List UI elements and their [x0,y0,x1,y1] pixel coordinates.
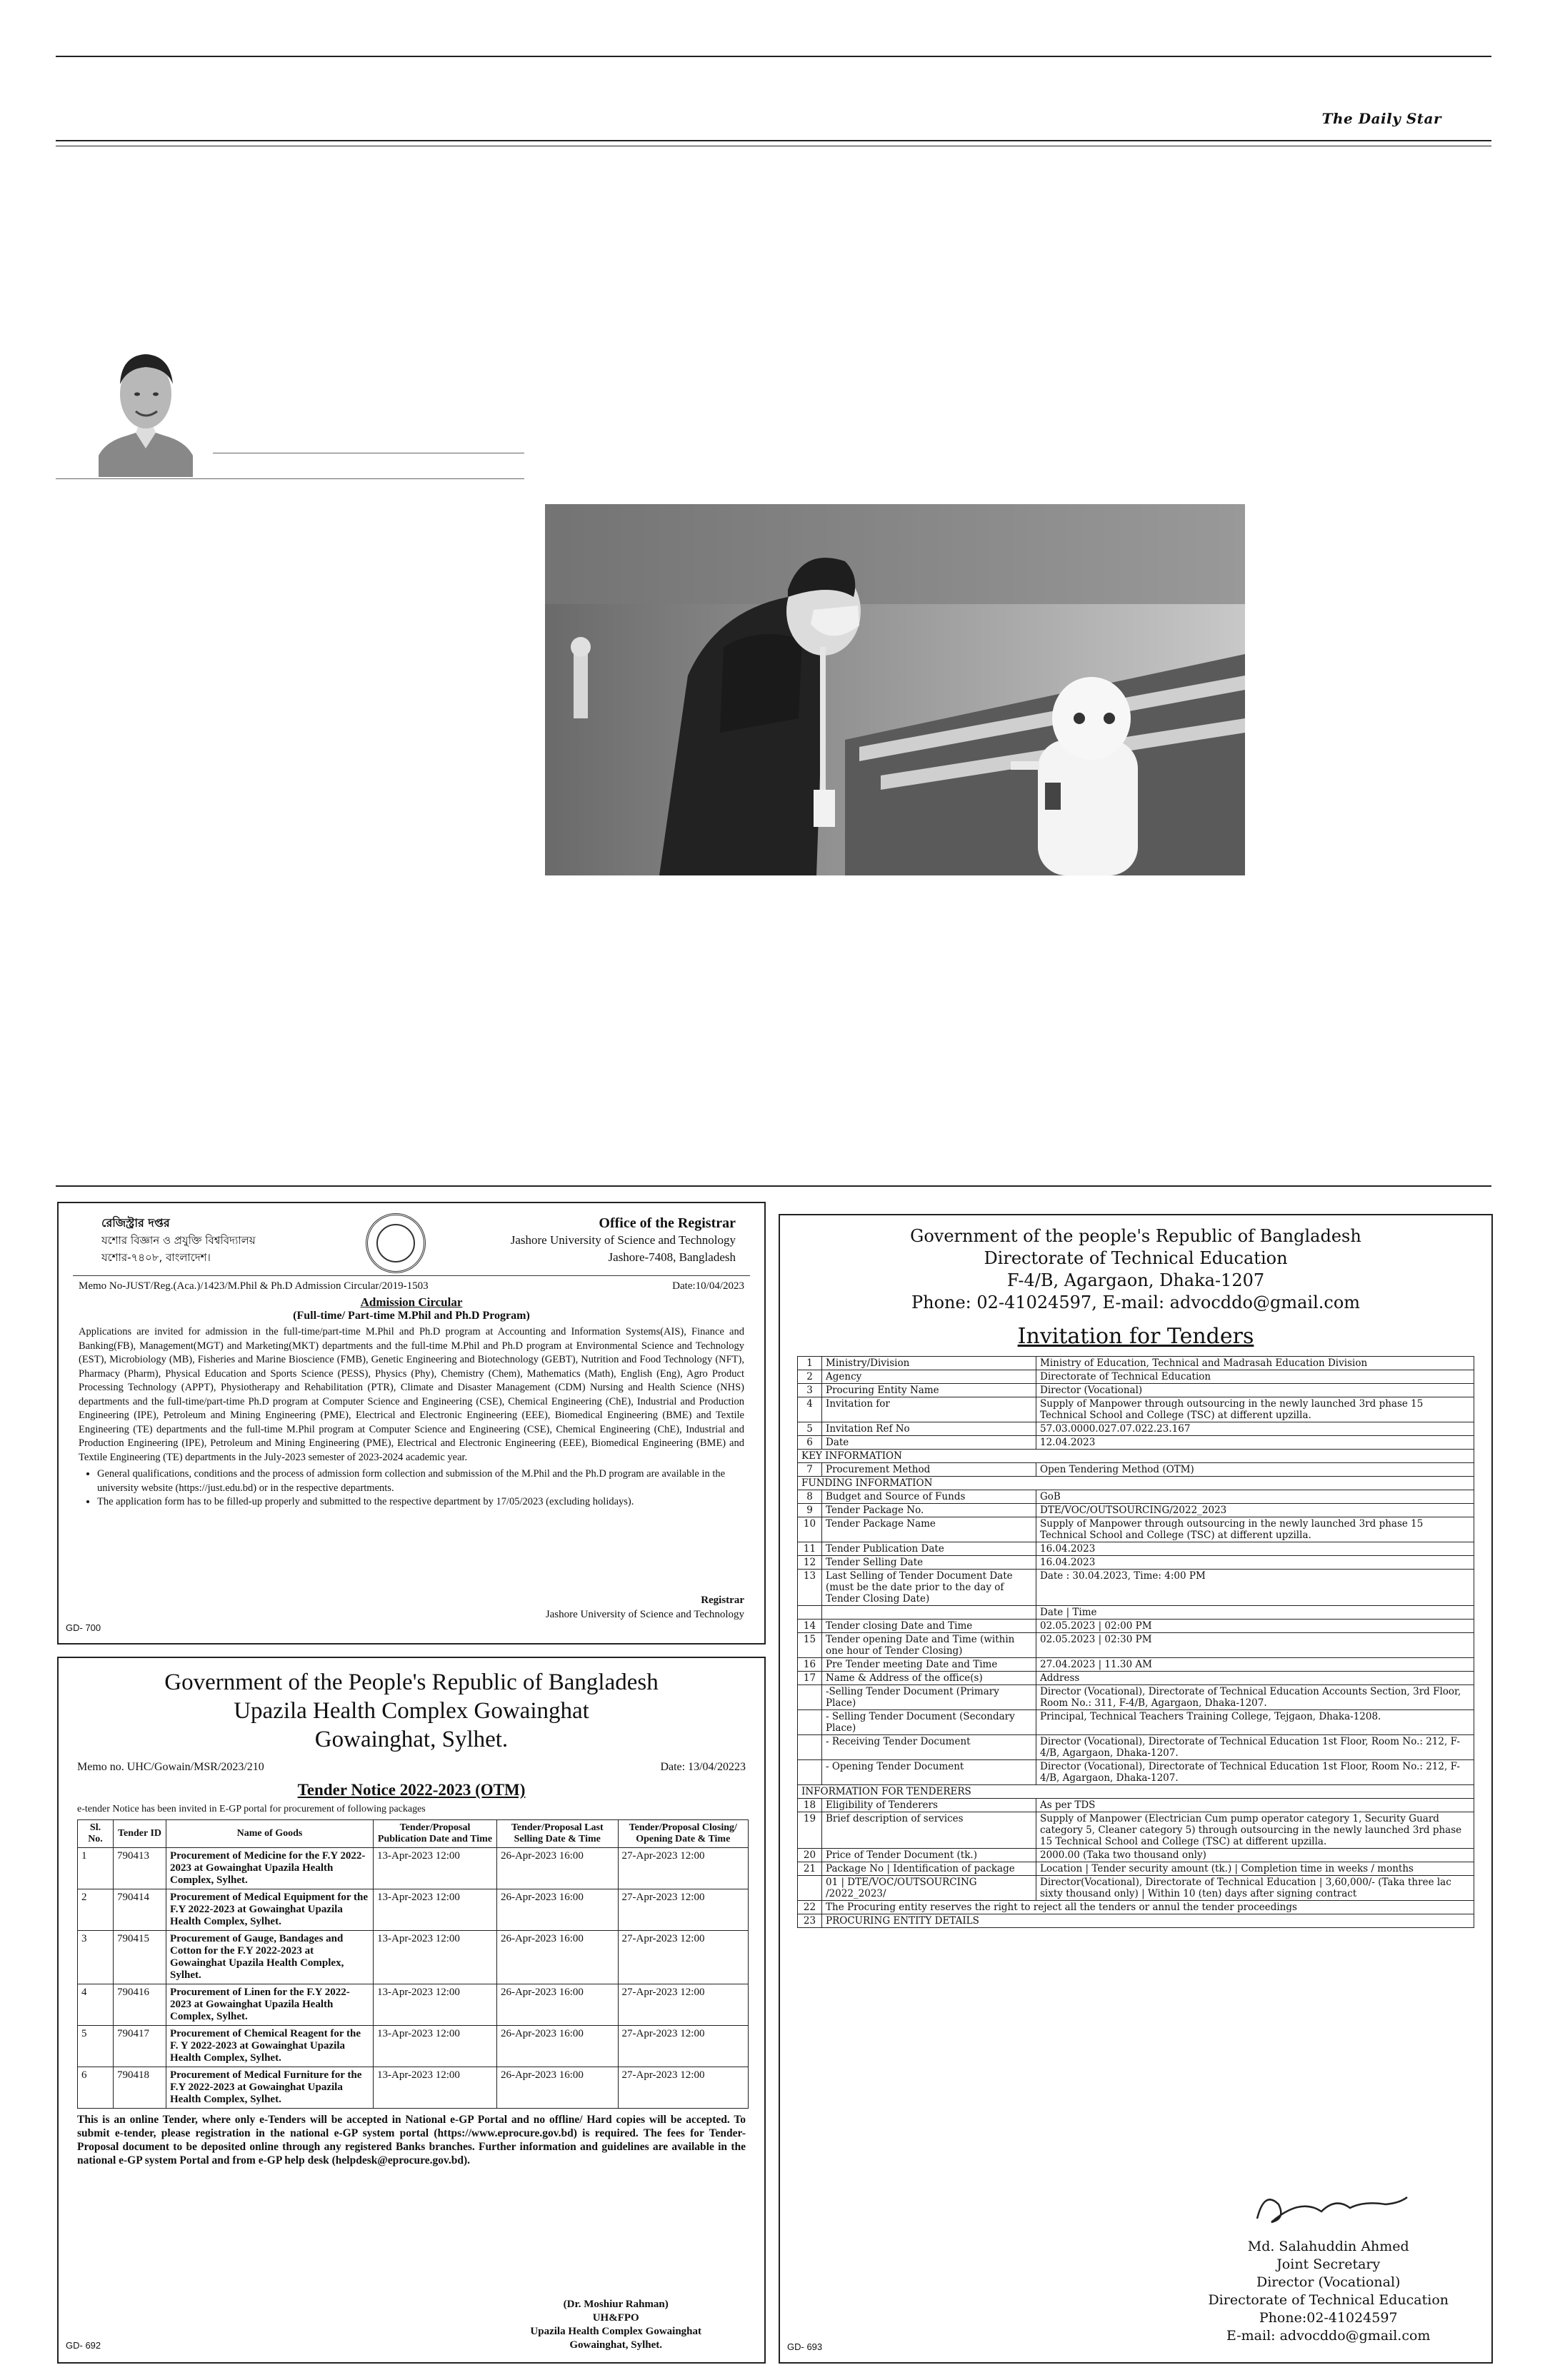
row-value: Directorate of Technical Education [1036,1370,1474,1384]
row-value: DTE/VOC/OUTSOURCING/2022_2023 [1036,1504,1474,1517]
gov-heading: Government of the People's Republic of Bangladesh [164,1669,659,1695]
table-cell: Procurement of Medical Furniture for the F.Y 2022-2023 at Gowainghat Upazila Health Complex, Sylhet. [166,2067,374,2109]
table-cell: 790415 [114,1931,166,1984]
row-label: Tender closing Date and Time [822,1620,1036,1633]
row-number [798,1760,822,1785]
table-cell: Procurement of Medicine for the F.Y 2022-2023 at Gowainghat Upazila Health Complex, Sylhet. [166,1848,374,1889]
ads-top-rule [56,1185,1491,1187]
signatory-name: Md. Salahuddin Ahmed [1247,2239,1409,2254]
table-cell: 790414 [114,1889,166,1931]
table-cell: 27-Apr-2023 12:00 [618,2026,748,2067]
row-value: Supply of Manpower through outsourcing in the newly launched 3rd phase 15 Technical School and College (TSC) at different upzilla. [1036,1397,1474,1422]
row-label: Pre Tender meeting Date and Time [822,1658,1036,1672]
signatory-org: Directorate of Technical Education [1208,2292,1449,2308]
tender-intro: e-tender Notice has been invited in E-GP portal for procurement of following packages [77,1804,426,1814]
table-row [798,1606,1474,1620]
table-cell: 13-Apr-2023 12:00 [374,1931,497,1984]
university-name: Jashore University of Science and Technology [510,1233,736,1247]
row-number: 7 [798,1463,822,1477]
row-number [798,1735,822,1760]
table-cell: Procurement of Chemical Reagent for the F. Y 2022-2023 at Gowainghat Upazila Health Complex, Sylhet. [166,2026,374,2067]
author-photo [99,334,193,477]
row-value: Location | Tender security amount (tk.) | Completion time in weeks / months [1036,1862,1474,1876]
table-cell: 27-Apr-2023 12:00 [618,1889,748,1931]
row-label: Eligibility of Tenderers [822,1799,1036,1812]
table-cell: 13-Apr-2023 12:00 [374,2067,497,2109]
location-heading: Gowainghat, Sylhet. [314,1727,509,1752]
table-cell: 13-Apr-2023 12:00 [374,1848,497,1889]
table-row [78,1931,749,1984]
section-heading: KEY INFORMATION [798,1450,1474,1463]
table-row [798,1785,1474,1799]
table-row [798,1620,1474,1633]
row-value: As per TDS [1036,1799,1474,1812]
row-value: 02.05.2023 | 02:30 PM [1036,1633,1474,1658]
table-cell: 3 [78,1931,114,1984]
row-number: 4 [798,1397,822,1422]
tender-title: Invitation for Tenders [1017,1324,1254,1349]
row-value: 16.04.2023 [1036,1556,1474,1570]
circular-body: Applications are invited for admission in the full-time/part-time M.Phil and Ph.D program at Accounting and Information Systems(AIS), Finance and Banking(FB), Management(MGT) and Marketing(MKT) departments and the full-time M.Phil and Ph.D program at Environmental Science and Technology (EST), Microbiology (MB), Fisheries and Marine Bioscience (FMB), Genetic Engineering and Biotechnology (GEBT), Nutrition and Food Technology (NFT), Pharmacy (Pharm), Physical Education and Sports Science (PESS), Physics (Phy), Chemistry (Chem), Mathematics (Math), English (Eng), Agro Product Processing Technology (APPT), Physiotherapy and Rehabilitation (PTR), Climate and Disaster Management (CDM) Nursing and Health Science (NHS) departments and the full-time/part-time Ph.D program at Computer Science and Engineering (CSE), Chemical Engineering (ChE), Industrial and Production Engineering (IPE), Petroleum and Mining Engineering (PME), Electrical and Electronic Engineering (EEE), Biomedical Engineering (BME) and Textile Engineering (TE) departments and the full-time M.Phil program at Computer Science and Engineering (CSE), Chemical Engineering (ChE), Industrial and Production Engineering (IPE), Petroleum and Mining Engineering (PME), Electrical and Electronic Engineering (EEE), Biomedical Engineering (BME) and Textile Engineering (TE) departments in the July-2023 semester of 2023-2024 academic year. [79,1326,744,1463]
section-heading: INFORMATION FOR TENDERERS [798,1785,1474,1799]
masthead-logo: The Daily Star [1321,110,1441,127]
row-number [798,1685,822,1710]
section-heading: FUNDING INFORMATION [798,1477,1474,1490]
table-cell: 27-Apr-2023 12:00 [618,2067,748,2109]
row-label: - Selling Tender Document (Secondary Place) [822,1710,1036,1735]
table-cell: 26-Apr-2023 16:00 [496,1889,618,1931]
table-row [798,1542,1474,1556]
gd-code: GD- 692 [66,2340,101,2351]
row-label: - Receiving Tender Document [822,1735,1036,1760]
memo-date: Date: 13/04/20223 [660,1761,746,1773]
table-row [798,1517,1474,1542]
tender-notes: This is an online Tender, where only e-Tenders will be accepted in National e-GP Portal and no offline/ Hard copies will be accepted. To submit e-tender, please registration in the national e-GP system portal (https://www.eprocure.gov.bd) is required. The fees for Tender-Proposal document to be deposited online through any registered Banks branches. Further information and guidelines are available in the national e-GP system Portal and from e-GP help desk (helpdesk@eprocure.gov.bd). [77,2114,746,2166]
row-number: 19 [798,1812,822,1849]
row-value: Open Tendering Method (OTM) [1036,1463,1474,1477]
table-row [798,1422,1474,1436]
ad-just-admission-circular [57,1202,766,1645]
row-label: Invitation for [822,1397,1036,1422]
table-cell: 6 [78,2067,114,2109]
table-row [798,1914,1474,1928]
ad-uhc-tender-notice [57,1657,766,2364]
signature-block [546,1593,744,1622]
table-row [798,1658,1474,1672]
signatory-title: Registrar [701,1595,744,1606]
row-number: 13 [798,1570,822,1606]
table-row [798,1397,1474,1422]
row-label: Package No | Identification of package [822,1862,1036,1876]
row-label: Invitation Ref No [822,1422,1036,1436]
table-row [78,1848,749,1889]
col-last-selling: Tender/Proposal Last Selling Date & Time [496,1820,618,1848]
table-row [798,1477,1474,1490]
table-row [798,1849,1474,1862]
row-number: 2 [798,1370,822,1384]
row-label: Tender Selling Date [822,1556,1036,1570]
row-number: 10 [798,1517,822,1542]
row-value: 02.05.2023 | 02:00 PM [1036,1620,1474,1633]
row-label: Date [822,1436,1036,1450]
row-value: Supply of Manpower (Electrician Cum pump operator category 1, Security Guard category 5, Cleaner category 5) through outsourcing in the newly launched 3rd phase 15 Technical School and College (TSC) at different upzilla. [1036,1812,1474,1849]
row-value: 16.04.2023 [1036,1542,1474,1556]
table-cell: Procurement of Medical Equipment for the F.Y 2022-2023 at Gowainghat Upazila Health Complex, Sylhet. [166,1889,374,1931]
table-cell: 27-Apr-2023 12:00 [618,1984,748,2026]
masthead-rule-1 [56,140,1491,141]
row-value: GoB [1036,1490,1474,1504]
table-cell: 13-Apr-2023 12:00 [374,1984,497,2026]
row-number: 15 [798,1633,822,1658]
signatory-phone: Phone:02-41024597 [1259,2310,1398,2326]
table-cell: 26-Apr-2023 16:00 [496,2067,618,2109]
row-value: Date | Time [1036,1606,1474,1620]
table-cell: 790416 [114,1984,166,2026]
row-label: Procurement Method [822,1463,1036,1477]
circular-subtitle: (Full-time/ Part-time M.Phil and Ph.D Program) [293,1310,530,1322]
row-value: Ministry of Education, Technical and Madrasah Education Division [1036,1357,1474,1370]
row-number: 3 [798,1384,822,1397]
col-tender-id: Tender ID [114,1820,166,1848]
gd-code: GD- 700 [66,1622,101,1633]
university-address: Jashore-7408, Bangladesh [608,1250,736,1264]
row-number: 1 [798,1357,822,1370]
row-number [798,1710,822,1735]
row-label: -Selling Tender Document (Primary Place) [822,1685,1036,1710]
row-number: 5 [798,1422,822,1436]
table-row [798,1760,1474,1785]
signatory-org: Jashore University of Science and Technology [545,1609,744,1620]
byline-rule-2 [56,478,524,479]
table-row [798,1357,1474,1370]
gov-heading: Government of the people's Republic of Bangladesh [910,1226,1361,1246]
signatory-title: Joint Secretary [1276,2256,1381,2272]
table-cell: 13-Apr-2023 12:00 [374,1889,497,1931]
memo-date: Date:10/04/2023 [672,1280,744,1292]
row-label: Name & Address of the office(s) [822,1672,1036,1685]
table-row [798,1450,1474,1463]
row-label: Procuring Entity Name [822,1384,1036,1397]
row-label: Tender Package No. [822,1504,1036,1517]
table-cell: 26-Apr-2023 16:00 [496,2026,618,2067]
tender-table [77,1819,749,2109]
row-number [798,1606,822,1620]
ad-dte-invitation-for-tenders [779,1214,1493,2364]
row-number: 16 [798,1658,822,1672]
row-number: 21 [798,1862,822,1876]
top-rule [56,56,1491,57]
table-row [798,1384,1474,1397]
row-value: Address [1036,1672,1474,1685]
table-cell: 2 [78,1889,114,1931]
row-label: PROCURING ENTITY DETAILS [822,1914,1474,1928]
table-row [798,1799,1474,1812]
row-label: Ministry/Division [822,1357,1036,1370]
bangla-university: যশোর বিজ্ঞান ও প্রযুক্তি বিশ্ববিদ্যালয় [101,1234,256,1247]
english-address [511,1215,736,1266]
signatory-org: Upazila Health Complex Gowainghat [530,2326,701,2337]
row-label: Price of Tender Document (tk.) [822,1849,1036,1862]
table-row [798,1876,1474,1901]
gd-code: GD- 693 [787,2341,823,2352]
row-label: Last Selling of Tender Document Date (must be the date prior to the day of Tender Closing Date) [822,1570,1036,1606]
tender-title: Tender Notice 2022-2023 (OTM) [297,1781,526,1799]
table-row [798,1901,1474,1914]
table-cell: Procurement of Linen for the F.Y 2022-2023 at Gowainghat Upazila Health Complex, Sylhet. [166,1984,374,2026]
signatory-name: (Dr. Moshiur Rahman) [563,2299,669,2310]
row-number: 11 [798,1542,822,1556]
table-cell: Procurement of Gauge, Bandages and Cotton for the F.Y 2022-2023 at Gowainghat Upazila Health Complex, Sylhet. [166,1931,374,1984]
table-row [798,1370,1474,1384]
ad-just-header [73,1212,750,1276]
memo-number: Memo no. UHC/Gowain/MSR/2023/210 [77,1761,264,1773]
row-label: Tender Package Name [822,1517,1036,1542]
contact-heading: Phone: 02-41024597, E-mail: advocddo@gmail.com [911,1292,1361,1312]
table-cell: 790418 [114,2067,166,2109]
row-label: Agency [822,1370,1036,1384]
signatory-role: Director (Vocational) [1256,2274,1401,2290]
table-row [78,2026,749,2067]
memo-number: Memo No-JUST/Reg.(Aca.)/1423/M.Phil & Ph.D Admission Circular/2019-1503 [79,1280,429,1292]
table-row [798,1504,1474,1517]
row-label: Tender Publication Date [822,1542,1036,1556]
table-row [78,2067,749,2109]
table-row [798,1672,1474,1685]
bangla-address [101,1215,256,1266]
tender-info-table [797,1356,1474,1928]
org-heading: Directorate of Technical Education [984,1248,1288,1268]
table-cell: 1 [78,1848,114,1889]
row-number: 17 [798,1672,822,1685]
row-value: Date : 30.04.2023, Time: 4:00 PM [1036,1570,1474,1606]
memo-row [73,1761,750,1774]
signatory-place: Gowainghat, Sylhet. [569,2339,662,2351]
table-row [78,1984,749,2026]
table-cell: 26-Apr-2023 16:00 [496,1984,618,2026]
table-row [798,1490,1474,1504]
table-cell: 27-Apr-2023 12:00 [618,1931,748,1984]
bullet-item: • The application form has to be filled-up properly and submitted to the respective department by 17/05/2023 (excluding holidays). [97,1495,744,1510]
table-row [798,1463,1474,1477]
row-number: 6 [798,1436,822,1450]
col-sl: Sl. No. [78,1820,114,1848]
row-label: Brief description of services [822,1812,1036,1849]
table-row [798,1735,1474,1760]
row-value: 12.04.2023 [1036,1436,1474,1450]
row-value: Supply of Manpower through outsourcing in the newly launched 3rd phase 15 Technical School and College (TSC) at different upzilla. [1036,1517,1474,1542]
row-label [822,1606,1036,1620]
table-cell: 27-Apr-2023 12:00 [618,1848,748,1889]
table-cell: 26-Apr-2023 16:00 [496,1931,618,1984]
article-photo [545,504,1245,875]
row-value: Director (Vocational), Directorate of Technical Education 1st Floor, Room No.: 212, F-4/B, Agargaon, Dhaka-1207. [1036,1760,1474,1785]
row-value: Principal, Technical Teachers Training College, Tejgaon, Dhaka-1208. [1036,1710,1474,1735]
table-cell: 4 [78,1984,114,2026]
row-number: 20 [798,1849,822,1862]
university-seal-icon [366,1213,426,1273]
table-cell: 26-Apr-2023 16:00 [496,1848,618,1889]
row-label: The Procuring entity reserves the right to reject all the tenders or annul the tender proceedings [822,1901,1474,1914]
office-title: Office of the Registrar [599,1215,736,1231]
row-value: Director (Vocational) [1036,1384,1474,1397]
table-cell: 5 [78,2026,114,2067]
signature-block [1208,2183,1449,2345]
row-value: 57.03.0000.027.07.022.23.167 [1036,1422,1474,1436]
signature-block [530,2298,701,2352]
row-value: 2000.00 (Taka two thousand only) [1036,1849,1474,1862]
table-row [798,1685,1474,1710]
table-row [798,1436,1474,1450]
signatory-title: UH&FPO [592,2312,639,2324]
table-row [798,1812,1474,1849]
col-closing: Tender/Proposal Closing/ Opening Date & Time [618,1820,748,1848]
bangla-location: যশোর-৭৪০৮, বাংলাদেশ। [101,1251,211,1264]
row-value: Director (Vocational), Directorate of Technical Education Accounts Section, 3rd Floor, Room No.: 311, F-4/B, Agargaon, Dhaka-1207. [1036,1685,1474,1710]
row-label: Tender opening Date and Time (within one hour of Tender Closing) [822,1633,1036,1658]
row-number: 9 [798,1504,822,1517]
row-number: 12 [798,1556,822,1570]
table-cell: 790417 [114,2026,166,2067]
row-number: 23 [798,1914,822,1928]
table-row [78,1889,749,1931]
row-number: 18 [798,1799,822,1812]
col-goods: Name of Goods [166,1820,374,1848]
col-publication: Tender/Proposal Publication Date and Time [374,1820,497,1848]
row-value: Director (Vocational), Directorate of Technical Education 1st Floor, Room No.: 212, F-4/B, Agargaon, Dhaka-1207. [1036,1735,1474,1760]
row-label: Budget and Source of Funds [822,1490,1036,1504]
row-number: 22 [798,1901,822,1914]
circular-bullets [73,1465,750,1510]
bullet-item: • General qualifications, conditions and the process of admission form collection and submission of the M.Phil and the Ph.D program are available in the university website (https://just.edu.bd) or in the respective departments. [97,1467,744,1495]
row-number: 8 [798,1490,822,1504]
row-label: - Opening Tender Document [822,1760,1036,1785]
table-header-row [78,1820,749,1848]
row-label: 01 | DTE/VOC/OUTSOURCING /2022_2023/ [822,1876,1036,1901]
memo-row [73,1280,750,1292]
handwritten-signature-icon [1243,2183,1414,2233]
table-cell: 13-Apr-2023 12:00 [374,2026,497,2067]
row-value: Director(Vocational), Directorate of Technical Education | 3,60,000/- (Taka three lac sixty thousand only) | Within 10 (ten) days after signing contract [1036,1876,1474,1901]
table-cell: 790413 [114,1848,166,1889]
table-row [798,1633,1474,1658]
table-row [798,1570,1474,1606]
table-row [798,1862,1474,1876]
table-row [798,1556,1474,1570]
signatory-email: E-mail: advocddo@gmail.com [1226,2328,1431,2344]
row-number: 14 [798,1620,822,1633]
circular-title: Admission Circular [360,1295,463,1309]
address-heading: F-4/B, Agargaon, Dhaka-1207 [1006,1270,1265,1290]
row-value: 27.04.2023 | 11.30 AM [1036,1658,1474,1672]
table-row [798,1710,1474,1735]
org-heading: Upazila Health Complex Gowainghat [234,1698,589,1724]
row-number [798,1876,822,1901]
bangla-office: রেজিস্ট্রার দপ্তর [101,1216,170,1230]
